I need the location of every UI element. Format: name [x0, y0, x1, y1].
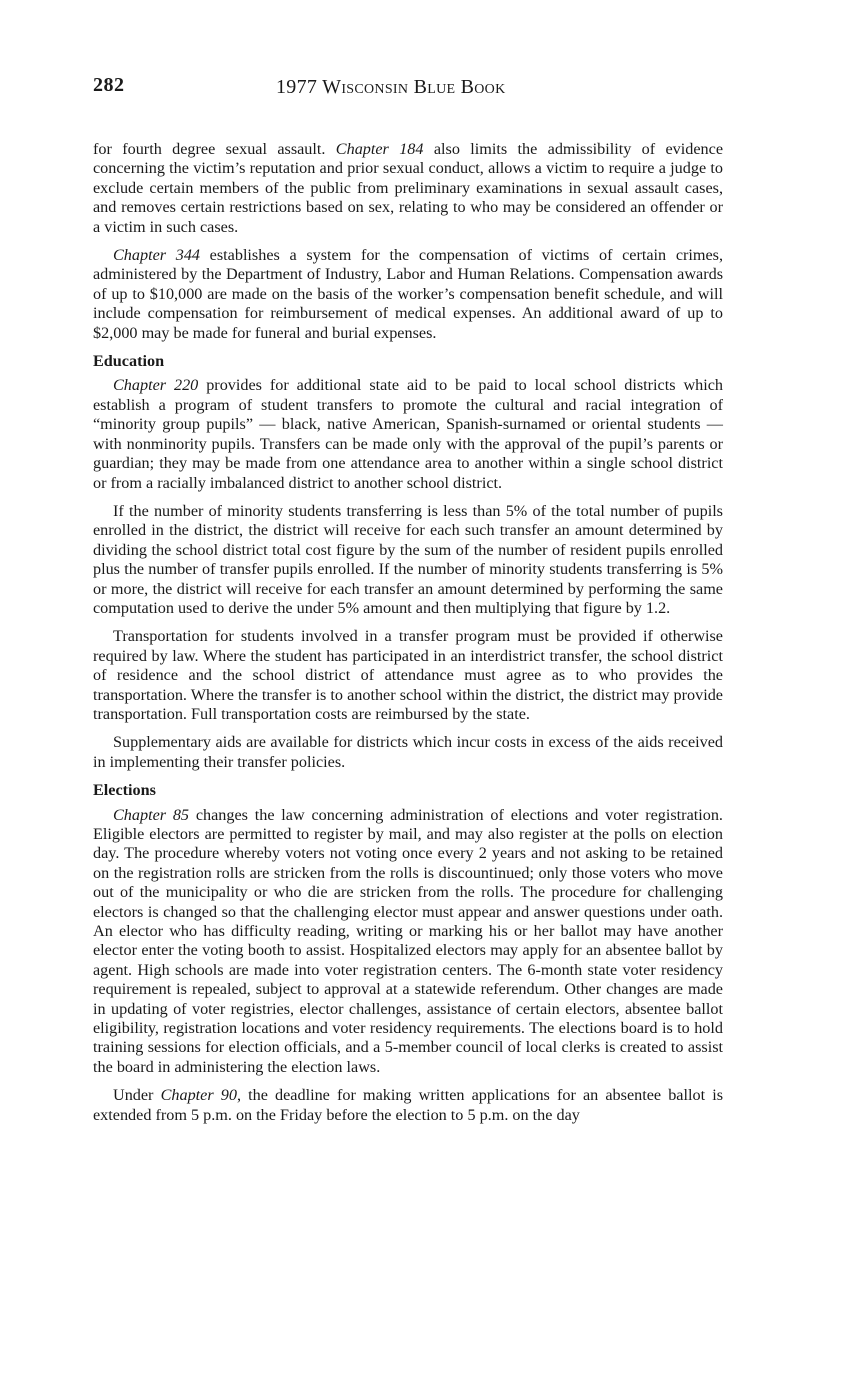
section-heading-education: Education — [93, 352, 165, 371]
chapter-reference: Chapter 85 — [113, 805, 190, 824]
paragraph — [93, 376, 723, 492]
paragraph — [93, 246, 723, 343]
paragraph: Supplementary aids are available for districts which incur costs in excess of the aids received in implementing their transfer policies. — [93, 733, 723, 771]
section-heading-elections: Elections — [93, 781, 156, 800]
paragraph-text: provides for additional state aid to be paid to local school districts which establish a program of student transfers to promote the cultural and racial integration of “minority group pupils” — black, native American, Spanish-surnamed or oriental students — with nonminority pupils. Transfers can be made only with the approval of the pupil’s parents or guardian; they may be made from one attendance area to another within a single school district or from a racially imbalanced district to another school district. — [93, 376, 724, 492]
paragraph: Transportation for students involved in a transfer program must be provided if otherwise required by law. Where the student has participated in an interdistrict transfer, the school district of residence and the school district of attendance must agree as to who provides the transportation. Where the transfer is to another school within the district, the district may provide transportation. Full transportation costs are reimbursed by the state. — [93, 627, 723, 723]
paragraph-text: changes the law concerning administration of elections and voter registration. Eligible electors are permitted to register by mail, and may also register at the polls on election day. The procedure whereby voters not voting once every 2 years and not asking to be retained on the registration rolls are stricken from the rolls is discountinued; only those voters who move out of the municipality or who die are stricken from the rolls. The procedure for challenging electors is changed so that the challenging elector must appear and answer questions under oath. An elector who has difficulty reading, writing or marking his or her ballot may have another elector enter the voting booth to assist. Hospitalized electors may apply for an absentee ballot by agent. High schools are made into voter registration centers. The 6-month state voter residency requirement is repealed, subject to approval at a statewide referendum. Other changes are made in updating of voter registries, elector challenges, assistance of certain electors, absentee ballot eligibility, registration locations and voter residency requirements. The elections board is to hold training sessions for election officials, and a 5-member council of local clerks is created to assist the board in administering the election laws. — [93, 805, 723, 1076]
chapter-reference: Chapter 184 — [335, 140, 424, 158]
paragraph — [93, 806, 723, 1078]
chapter-reference: Chapter 90 — [160, 1086, 237, 1105]
chapter-reference: Chapter 220 — [113, 376, 199, 395]
page-header — [93, 74, 722, 104]
paragraph-text: Under — [113, 1086, 161, 1105]
chapter-reference: Chapter 344 — [113, 246, 201, 265]
paragraph: If the number of minority students transferring is less than 5% of the total number of pupils enrolled in the district, the district will receive for each such transfer an amount determined by dividing the school district total cost figure by the sum of the number of resident pupils enrolled plus the number of transfer pupils enrolled. If the number of minority students transferring is 5% or more, the district will receive for each transfer an amount determined by performing the same computation used to derive the under 5% amount and then multiplying that figure by 1.2. — [93, 501, 723, 617]
paragraph-text: , the deadline for making written applications for an absentee ballot is extended from 5 p.m. on the Friday before the election to 5 p.m. on the day — [93, 1086, 723, 1124]
running-title: 1977 Wisconsin Blue Book — [276, 76, 506, 98]
paragraph — [93, 140, 723, 237]
paragraph-text: for fourth degree sexual assault. — [93, 140, 336, 158]
body-text — [93, 140, 723, 1125]
paragraph — [93, 1086, 723, 1125]
page-number: 282 — [93, 74, 125, 96]
paragraph-text: establishes a system for the compensation of victims of certain crimes, administered by the Department of Industry, Labor and Human Relations. Compensation awards of up to $10,000 are made on the basis of the worker’s compensation benefit schedule, and will include compensation for reimbursement of medical expenses. An additional award of up to $2,000 may be made for funeral and burial expenses. — [93, 246, 724, 342]
paragraph-text: also limits the admissibility of evidence concerning the victim’s reputation and prior sexual conduct, allows a victim to require a judge to exclude certain members of the public from preliminary examinations in sexual assault cases, and removes certain restrictions based on sex, relating to who may be considered an offender or a victim in such cases. — [93, 140, 723, 236]
